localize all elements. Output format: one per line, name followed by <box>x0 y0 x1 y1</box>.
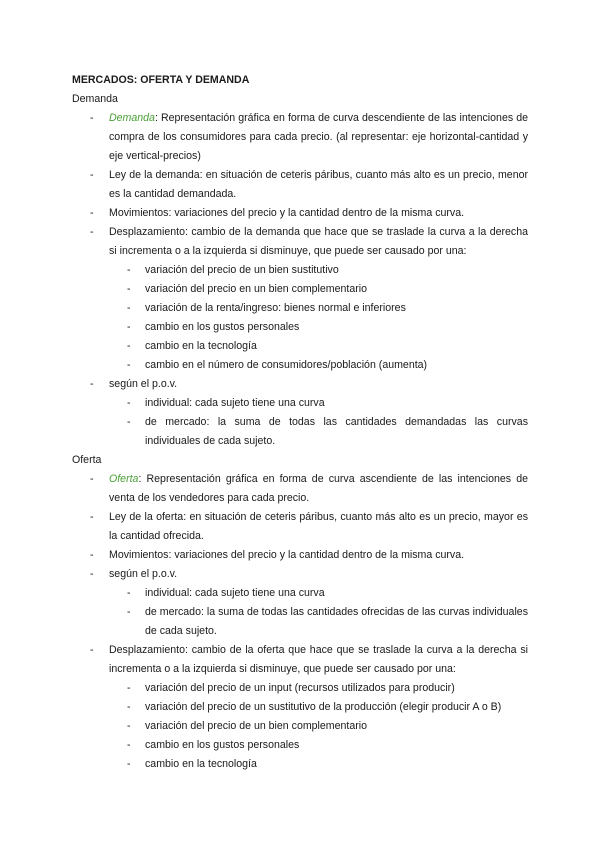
list-item <box>72 204 528 223</box>
oferta-list <box>72 470 528 774</box>
sublist-item: - cambio en el número de consumidores/población (aumenta) <box>109 356 528 375</box>
list-item <box>72 565 528 641</box>
sublist-item: - variación del precio de un sustitutivo de la producción (elegir producir A o B) <box>109 698 528 717</box>
sublist-item: - variación del precio de un input (recursos utilizados para producir) <box>109 679 528 698</box>
document-page <box>72 71 528 774</box>
sublist-item: - cambio en la tecnología <box>109 337 528 356</box>
sublist-item: - de mercado: la suma de todas las cantidades demandadas las curvas individuales de cada sujeto. <box>109 413 528 451</box>
sublist-item: - variación del precio de un bien sustitutivo <box>109 261 528 280</box>
item-text: según el p.o.v. <box>109 568 178 580</box>
section-demanda <box>72 90 528 451</box>
item-text: Movimientos: variaciones del precio y la cantidad dentro de la misma curva. <box>109 549 465 561</box>
term-oferta: Oferta <box>109 473 139 485</box>
item-text: : Representación gráfica en forma de curva ascendiente de las intenciones de venta de los vendedores para cada precio. <box>109 473 528 504</box>
list-item <box>72 375 528 451</box>
list-item <box>72 109 528 166</box>
list-item <box>72 641 528 774</box>
item-text: Movimientos: variaciones del precio y la cantidad dentro de la misma curva. <box>109 207 465 219</box>
demanda-list <box>72 109 528 451</box>
term-demanda: Demanda <box>109 112 155 124</box>
sublist-item: - cambio en los gustos personales <box>109 736 528 755</box>
sublist-item: - cambio en los gustos personales <box>109 318 528 337</box>
sublist-item: - individual: cada sujeto tiene una curva <box>109 394 528 413</box>
sublist-item: - cambio en la tecnología <box>109 755 528 774</box>
item-text: Ley de la oferta: en situación de ceteris páribus, cuanto más alto es un precio, mayor es la cantidad ofrecida. <box>109 511 528 542</box>
sublist-item: - variación del precio en un bien complementario <box>109 280 528 299</box>
item-text: : Representación gráfica en forma de curva descendiente de las intenciones de compra de los consumidores para cada precio. (al representar: eje horizontal-cantidad y eje vertical-precios) <box>109 112 528 162</box>
item-text: Desplazamiento: cambio de la oferta que hace que se traslade la curva a la derecha si incrementa o a la izquierda si disminuye, que puede ser causado por una: <box>109 644 528 675</box>
sublist-item: - individual: cada sujeto tiene una curva <box>109 584 528 603</box>
list-item <box>72 166 528 204</box>
sublist-item: - variación de la renta/ingreso: bienes normal e inferiores <box>109 299 528 318</box>
sublist <box>109 584 528 641</box>
list-item <box>72 223 528 375</box>
sublist <box>109 261 528 375</box>
list-item <box>72 546 528 565</box>
section-oferta <box>72 451 528 774</box>
sublist-item: - de mercado: la suma de todas las cantidades ofrecidas de las curvas individuales de cada sujeto. <box>109 603 528 641</box>
item-text: según el p.o.v. <box>109 378 178 390</box>
document-title: MERCADOS: OFERTA Y DEMANDA <box>72 74 250 86</box>
list-item <box>72 508 528 546</box>
section-heading-demanda: Demanda <box>72 93 118 105</box>
item-text: Desplazamiento: cambio de la demanda que hace que se traslade la curva a la derecha si incrementa o a la izquierda si disminuye, que puede ser causado por una: <box>109 226 528 257</box>
sublist-item: - variación del precio de un bien complementario <box>109 717 528 736</box>
item-text: Ley de la demanda: en situación de ceteris páribus, cuanto más alto es un precio, menor es la cantidad demandada. <box>109 169 528 200</box>
sublist <box>109 679 528 774</box>
sublist <box>109 394 528 451</box>
section-heading-oferta: Oferta <box>72 454 102 466</box>
list-item <box>72 470 528 508</box>
